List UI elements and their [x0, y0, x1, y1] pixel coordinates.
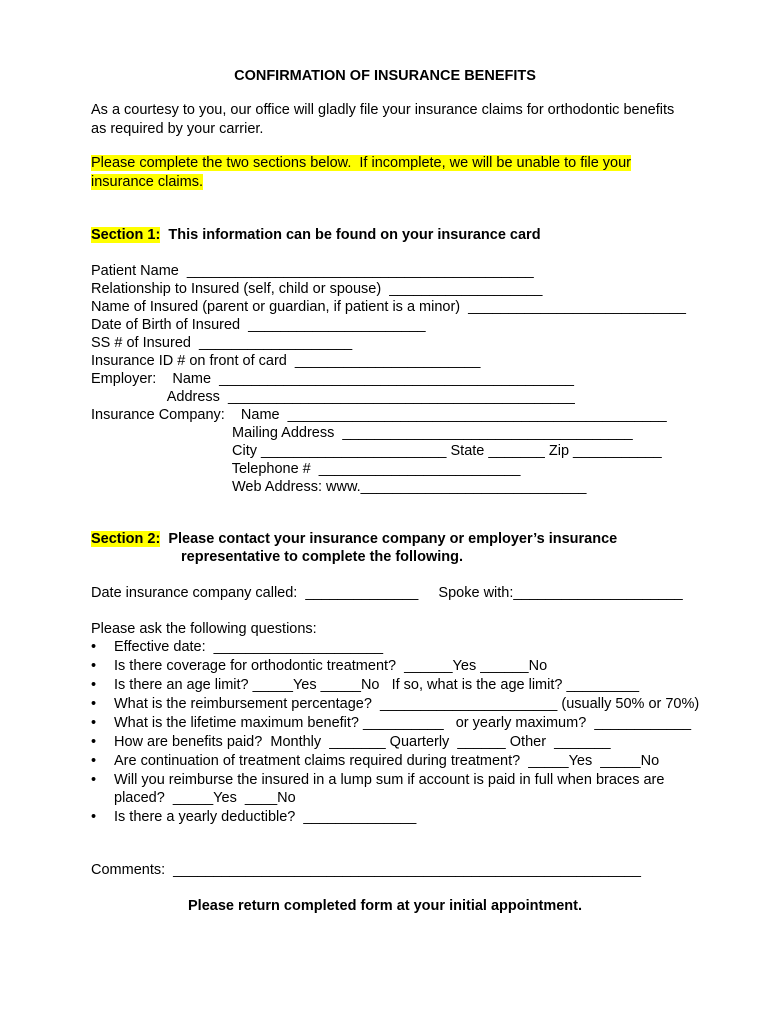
form-title: CONFIRMATION OF INSURANCE BENEFITS	[234, 68, 536, 84]
question-lump-sum[interactable]: Will you reimburse the insured in a lump sum if account is paid in full when braces are	[114, 772, 665, 788]
field-city-state-zip[interactable]: City _______________________ State _______ Zip ___________	[91, 443, 662, 459]
field-mailing-address[interactable]: Mailing Address ____________________________________	[91, 425, 633, 441]
field-name-of-insured[interactable]: Name of Insured (parent or guardian, if patient is a minor) ___________________________	[91, 299, 686, 315]
ask-questions-label: Please ask the following questions:	[91, 621, 317, 637]
field-dob-insured[interactable]: Date of Birth of Insured ______________________	[91, 317, 426, 333]
intro-line-1: As a courtesy to you, our office will gladly file your insurance claims for orthodontic benefits	[91, 102, 675, 118]
question-reimbursement[interactable]: What is the reimbursement percentage? ______________________ (usually 50% or 70%)	[114, 696, 700, 712]
section2-heading	[91, 530, 617, 548]
section1-heading	[91, 226, 541, 244]
question-ortho-coverage[interactable]: Is there coverage for orthodontic treatment? ______Yes ______No	[114, 658, 548, 674]
notice-text-1: Please complete the two sections below. If incomplete, we will be unable to file your	[91, 155, 632, 171]
question-lump-sum-line-2[interactable]: placed? _____Yes ____No	[114, 790, 296, 806]
bullet-icon: •	[91, 677, 97, 693]
field-insurance-company-name[interactable]: Insurance Company: Name _______________________________________________	[91, 407, 667, 423]
question-benefits-paid[interactable]: How are benefits paid? Monthly _______ Quarterly ______ Other _______	[114, 734, 611, 750]
field-employer-name[interactable]: Employer: Name ____________________________________________	[91, 371, 574, 387]
section1-heading-text: This information can be found on your insurance card	[160, 227, 541, 243]
footer-instruction: Please return completed form at your initial appointment.	[188, 898, 582, 914]
notice-text-2: insurance claims.	[91, 174, 204, 190]
bullet-icon: •	[91, 639, 97, 655]
section2-label: Section 2:	[91, 531, 161, 547]
question-effective-date[interactable]: Effective date: _____________________	[114, 639, 384, 655]
field-insurance-id[interactable]: Insurance ID # on front of card _______________________	[91, 353, 481, 369]
field-web-address[interactable]: Web Address: www.____________________________	[91, 479, 587, 495]
field-ss-insured[interactable]: SS # of Insured ___________________	[91, 335, 353, 351]
field-patient-name[interactable]: Patient Name ___________________________________________	[91, 263, 534, 279]
question-yearly-deductible[interactable]: Is there a yearly deductible? ______________	[114, 809, 417, 825]
bullet-icon: •	[91, 715, 97, 731]
field-date-called-spoke-with[interactable]: Date insurance company called: ______________ Spoke with:_____________________	[91, 585, 683, 601]
field-employer-address[interactable]: Address ___________________________________________	[91, 389, 575, 405]
intro-line-2: as required by your carrier.	[91, 121, 264, 137]
field-telephone[interactable]: Telephone # _________________________	[91, 461, 521, 477]
bullet-icon: •	[91, 658, 97, 674]
question-continuation-claims[interactable]: Are continuation of treatment claims required during treatment? _____Yes _____No	[114, 753, 660, 769]
bullet-icon: •	[91, 772, 97, 788]
notice-line-2	[91, 173, 203, 191]
section1-label: Section 1:	[91, 227, 161, 243]
section2-heading-line-2: representative to complete the following.	[181, 549, 463, 565]
question-lifetime-maximum[interactable]: What is the lifetime maximum benefit? __________ or yearly maximum? ____________	[114, 715, 692, 731]
section2-heading-text: Please contact your insurance company or employer’s insurance	[160, 531, 618, 547]
bullet-icon: •	[91, 809, 97, 825]
bullet-icon: •	[91, 753, 97, 769]
notice-line-1	[91, 154, 631, 172]
comments-field[interactable]: Comments: __________________________________________________________	[91, 862, 641, 878]
field-relationship[interactable]: Relationship to Insured (self, child or spouse) ___________________	[91, 281, 543, 297]
bullet-icon: •	[91, 696, 97, 712]
question-age-limit[interactable]: Is there an age limit? _____Yes _____No If so, what is the age limit? _________	[114, 677, 640, 693]
bullet-icon: •	[91, 734, 97, 750]
